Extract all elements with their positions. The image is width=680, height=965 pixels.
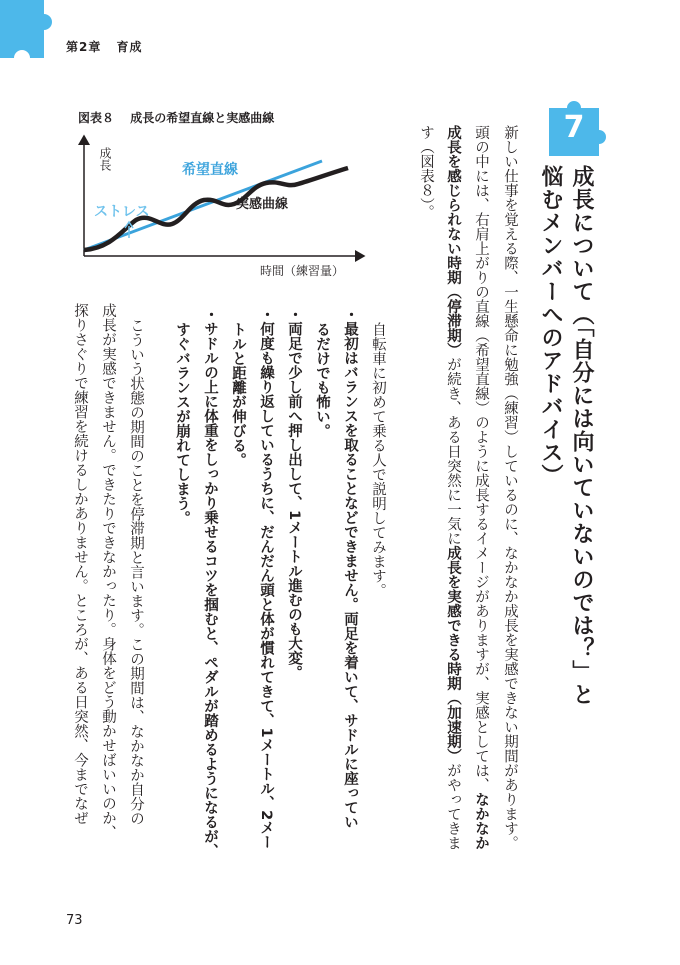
y-axis-label: [88, 146, 112, 171]
body-text: こういう状態の期間のことを停滞期と言います。この期間は、なかなか自分の: [128, 318, 144, 826]
body-text: 探りさぐりで練習を続けるしかありません。ところが、ある日突然、今までなぜ: [72, 303, 88, 825]
body-text: [468, 125, 494, 850]
list-item: るだけでも怖い。: [314, 322, 330, 438]
body-text: 新しい仕事を覚える際、一生懸命に勉強（練習）しているのに、なかなか成長を実感できない期間があります。: [502, 125, 518, 850]
section-number: 7: [563, 110, 585, 145]
body-text-emphasis: 成長を実感できる時期（加速期）: [445, 545, 462, 763]
puzzle-corner-icon: [0, 0, 66, 66]
figure-number: 図表８: [78, 111, 115, 125]
chapter-number: 第2章: [66, 40, 102, 54]
body-text: す（図表８）。: [418, 125, 434, 220]
body-text: が続き、ある日突然に一気に: [445, 357, 461, 546]
list-item: ・最初はバランスを取ることなどできません。両足を着いて、サドルに座ってい: [342, 307, 358, 829]
example-intro: 自転車に初めて乗る人で説明してみます。: [370, 322, 386, 598]
x-axis-label: 時間（練習量）: [260, 264, 345, 278]
list-item: ・何度も繰り返しているうちに、だんだん頭と体が慣れてきて、1メートル、2メー: [258, 307, 274, 850]
body-text-emphasis: なかなか: [473, 792, 490, 850]
running-header: [66, 38, 143, 55]
section-title-line2: 悩むメンバーへのアドバイス）: [538, 165, 563, 487]
hope-line-label: 希望直線: [182, 162, 238, 178]
section-title-line1: 成長について（「自分には向いていないのでは？」と: [569, 165, 594, 706]
list-item: ・両足で少し前へ押し出して、1メートル進むのも大変。: [286, 307, 302, 680]
body-text: 成長が実感できません。できたりできなかったり。身体をどう動かせばいいのか、: [100, 303, 116, 840]
list-item: ・サドルの上に体重をしっかり乗せるコツを掴むと、ペダルが踏めるようになるが、: [202, 307, 218, 858]
chapter-title: 育成: [116, 40, 143, 54]
actual-curve-label: 実感曲線: [236, 197, 289, 212]
growth-diagram: [72, 128, 372, 283]
body-text: [440, 125, 466, 850]
list-item: トルと距離が伸びる。: [230, 322, 246, 467]
body-text: がやってきま: [445, 763, 461, 850]
page-number: 73: [66, 913, 83, 928]
body-text-emphasis: 成長を感じられない時期（停滞期）: [445, 125, 462, 357]
figure-title: 成長の希望直線と実感曲線: [130, 111, 275, 125]
figure-caption: [78, 109, 274, 126]
body-text: 頭の中には、右肩上がりの直線（希望直線）のように成長するイメージがありますが、実感としては、: [473, 125, 489, 792]
list-item: すぐバランスが崩れてしまう。: [174, 322, 190, 525]
y-axis-label: 成長: [88, 147, 112, 161]
stress-label: ストレス: [94, 204, 150, 220]
